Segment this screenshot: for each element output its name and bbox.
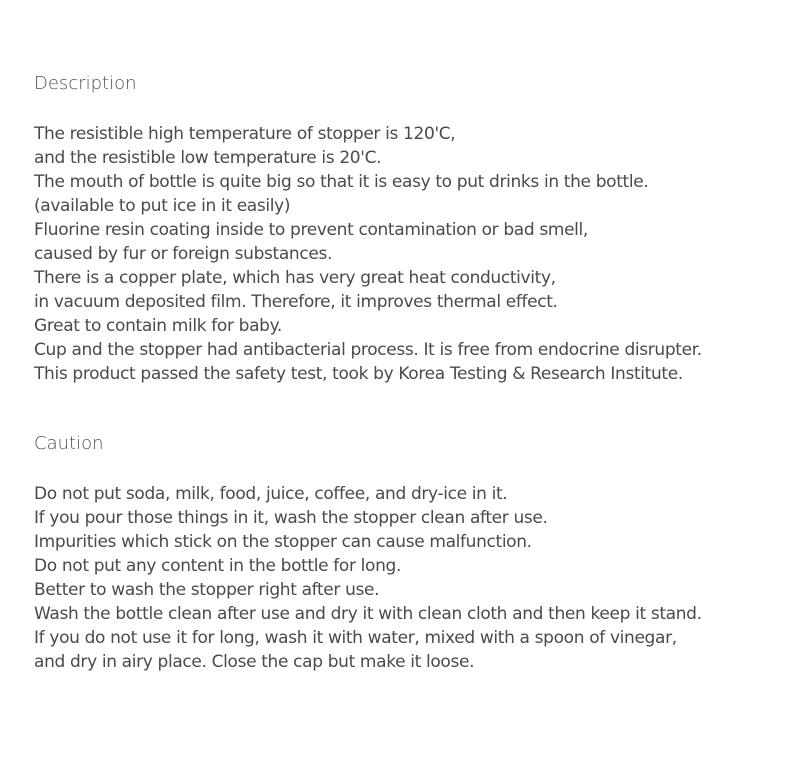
description-line: Fluorine resin coating inside to prevent contamination or bad smell, xyxy=(34,220,588,240)
caution-line: Do not put any content in the bottle for long. xyxy=(34,556,402,576)
caution-section xyxy=(34,432,774,674)
description-line: Great to contain milk for baby. xyxy=(34,316,282,336)
description-line: The resistible high temperature of stopper is 120'C, xyxy=(34,124,456,144)
description-text xyxy=(34,122,774,386)
caution-line: and dry in airy place. Close the cap but make it loose. xyxy=(34,652,475,672)
caution-line: If you pour those things in it, wash the stopper clean after use. xyxy=(34,508,548,528)
description-line: The mouth of bottle is quite big so that it is easy to put drinks in the bottle. xyxy=(34,172,649,192)
description-heading: Description xyxy=(34,73,137,94)
description-line: There is a copper plate, which has very great heat conductivity, xyxy=(34,268,556,288)
caution-line: Wash the bottle clean after use and dry it with clean cloth and then keep it stand. xyxy=(34,604,702,624)
description-line: in vacuum deposited film. Therefore, it improves thermal effect. xyxy=(34,292,558,312)
description-line: caused by fur or foreign substances. xyxy=(34,244,333,264)
description-line: and the resistible low temperature is 20'C. xyxy=(34,148,382,168)
description-line: Cup and the stopper had antibacterial process. It is free from endocrine disrupter. xyxy=(34,340,702,360)
description-section xyxy=(34,72,774,386)
description-line: This product passed the safety test, took by Korea Testing & Research Institute. xyxy=(34,364,683,384)
caution-text xyxy=(34,482,774,674)
caution-line: Do not put soda, milk, food, juice, coffee, and dry-ice in it. xyxy=(34,484,508,504)
caution-line: Impurities which stick on the stopper can cause malfunction. xyxy=(34,532,532,552)
description-line: (available to put ice in it easily) xyxy=(34,196,291,216)
caution-heading: Caution xyxy=(34,433,104,454)
caution-line: Better to wash the stopper right after use. xyxy=(34,580,380,600)
caution-line: If you do not use it for long, wash it with water, mixed with a spoon of vinegar, xyxy=(34,628,677,648)
